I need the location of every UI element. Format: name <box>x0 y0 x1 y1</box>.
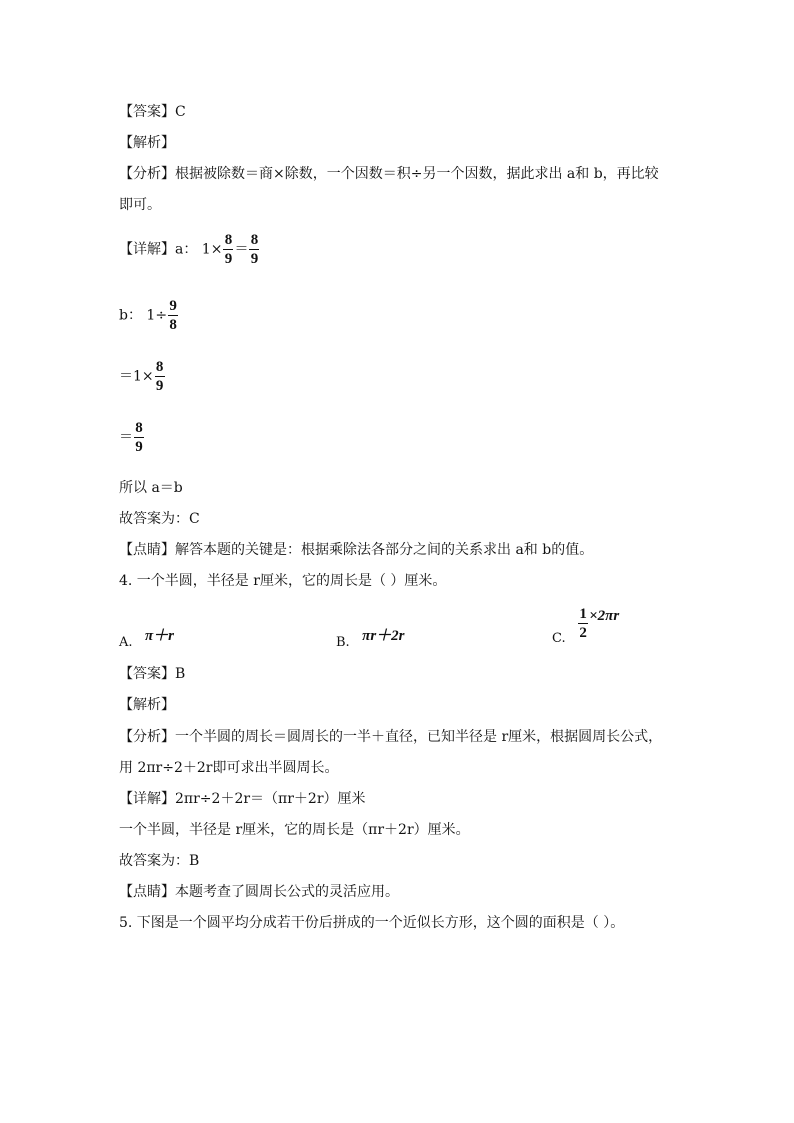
option-c <box>552 606 620 646</box>
step-2-prefix: ＝1× <box>119 368 154 385</box>
equals-sign: ＝ <box>234 241 249 258</box>
fraction-8-9-result: $\frac{8}{9}$ <box>250 232 259 267</box>
option-b-label: B. <box>336 635 350 650</box>
step-3-prefix: ＝ <box>119 429 133 446</box>
fraction-9-8: $\frac{9}{8}$ <box>169 298 177 333</box>
option-c-label: C. <box>552 630 566 646</box>
detail-a-line <box>119 232 260 267</box>
conclusion-line: 所以 a＝b <box>119 480 183 496</box>
option-c-expr: ×2πr <box>589 607 620 624</box>
option-a-expr: π＋r <box>144 628 175 644</box>
option-a <box>119 630 174 651</box>
final-answer-line: 故答案为：C <box>119 511 200 527</box>
step-2-line <box>119 359 166 394</box>
q4-analysis-text-cont: 用 2πr÷2＋2r即可求出半圆周长。 <box>119 760 339 776</box>
question-5-text: 5. 下图是一个圆平均分成若干份后拼成的一个近似长方形，这个圆的面积是（ ）。 <box>119 915 625 931</box>
analysis-text-cont: 即可。 <box>119 197 161 213</box>
q4-detail-line: 【详解】2πr÷2＋2r＝（πr＋2r）厘米 <box>119 791 366 807</box>
step-3-line <box>119 420 145 455</box>
question-4-text: 4. 一个半圆，半径是 r厘米，它的周长是（ ）厘米。 <box>119 573 447 589</box>
option-c-fraction: $\frac{1}{2}$ <box>579 606 587 641</box>
analysis-heading: 【解析】 <box>119 135 175 151</box>
q4-restate-line: 一个半圆，半径是 r厘米，它的周长是（πr＋2r）厘米。 <box>119 822 470 838</box>
q4-analysis-text: 【分析】一个半圆的周长＝圆周长的一半＋直径，已知半径是 r厘米，根据圆周长公式， <box>119 729 663 745</box>
q4-answer-line: 【答案】B <box>119 666 186 682</box>
q4-final-answer-line: 故答案为：B <box>119 853 200 869</box>
fraction-8-9-step3: $\frac{8}{9}$ <box>135 420 143 455</box>
q4-comment-line: 【点睛】本题考查了圆周长公式的灵活应用。 <box>119 884 399 900</box>
detail-b-prefix: b： 1÷ <box>119 307 168 324</box>
fraction-8-9: $\frac{8}{9}$ <box>224 232 233 267</box>
option-b-expr: πr＋2r <box>362 628 405 644</box>
fraction-8-9-step2: $\frac{8}{9}$ <box>155 359 164 394</box>
comment-line: 【点睛】解答本题的关键是：根据乘除法各部分之间的关系求出 a和 b的值。 <box>119 542 594 558</box>
detail-a-prefix: 【详解】a： 1× <box>119 241 223 258</box>
option-a-label: A. <box>119 635 133 650</box>
detail-b-line <box>119 298 179 333</box>
q4-analysis-heading: 【解析】 <box>119 697 175 713</box>
option-b <box>336 630 405 651</box>
answer-line: 【答案】C <box>119 104 186 120</box>
analysis-text: 【分析】根据被除数＝商×除数，一个因数＝积÷另一个因数，据此求出 a和 b，再比较 <box>119 166 659 182</box>
